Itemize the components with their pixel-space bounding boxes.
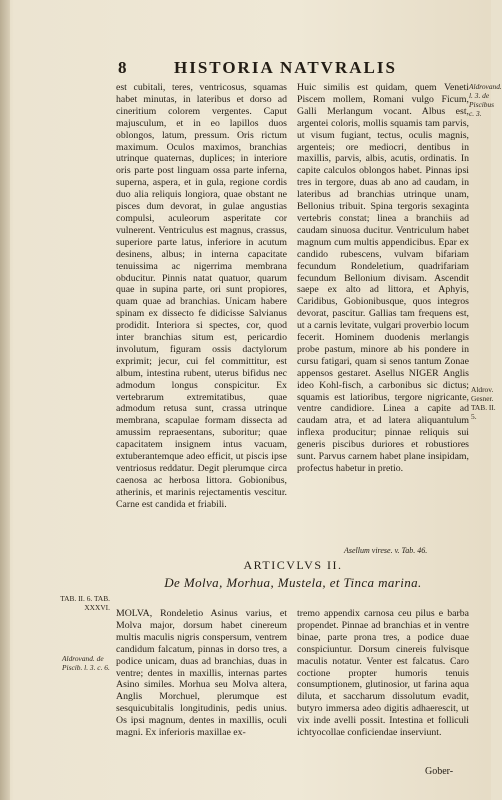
text-column-left-lower (116, 608, 287, 764)
margin-note-left-top: TAB. II. 6. TAB. XXXVI. (60, 594, 110, 612)
article-title: De Molva, Morhua, Mustela, et Tinca marina. (164, 575, 422, 590)
margin-note-right-mid: Aldrov. Gesner. TAB. II. 5. (471, 385, 496, 421)
text-column-left (116, 82, 287, 554)
margin-note-right-top: Aldrovand. l. 3. de Piscibus c. 3. (469, 82, 502, 118)
catchword: Gober- (425, 766, 454, 777)
margin-note-left-mid: Aldrovand. de Piscib. l. 3. c. 6. (62, 654, 110, 672)
page-header (112, 58, 492, 82)
paragraph: Huic similis est quidam, quem Veneti Piscem mollem, Romani vulgo Ficum, Galli Merlangum vocant. Albus est, argentei coloris, mollis squamis tam parvis, ut visum fugiant, tectus, oculis magnis, argenteis; ore mediocri, dentibus in maxillis, parvis, albis, acutis, ordinatis. In capite calculos oblongos habet. Pinnas ipsi tres in tergore, duas ab ano ad caudam, in lateribus ad branchias utrinque unam, Bellonius tribuit. Spina tergoris sexaginta vertebris constat; linea a branchiis ad caudam sinuosa ducitur. Ventriculum habet magnum cum multis appendicibus. Epar ex candido rubescens, vulvam bifariam fecundum Rondeletium, quadrifariam fecundum Bellonium divisam. Ascendit saepe ex alto ad littora, et Aphyis, Caridibus, Gobionibusque, quos integros devorat, pascitur. Gallias tam frequens est, ut a carnis levitate, vulgari proverbio locum fecerit. Hominem duodenis merlangis probe pastum, minore ab his pondere in cursu fatigari, quam si senos tantum Zonae appensos gestaret. Asellus NIGER Anglis ideo Kohl-fisch, a carbonibus sic dictus; squamis est latioribus, tergore nigricante, ventre candidiore. Linea a capite ad caudam atra, et ad latera aliquantulum inflexa producitur; pinnae reliquis sui generis piscibus duriores et robustiores sunt. Parvus carnem habet plane insipidam, profectus habetur in pretio. (297, 82, 469, 474)
paragraph: est cubitali, teres, ventricosus, squamas habet minutas, in lateribus et dorso ad cineritium colorem vergentes. Caput majusculum, et in eo lapillos duos oblongos, latum, pressum. Oris rictum maximum. Oculos maximos, branchias utrinque quaternas, duplices; in interiore oris parte post linguam ossa parte inferna, superna, aspera, et in gula, regione cordis duo alia reliquis longiora, quae obstant ne pisces dum devorat, in gulae angustias compulsi, aculeorum asperitate cor vulnerent. Ventriculus est magnus, crassus, superiore parte latus, inferiore in acutum desinens, albus; in interna capacitate tenuissima ac nigerrima membrana obducitur. Pinnis natat quatuor, quarum quae in supina parte, ori sunt propiores, quam quae ad branchias. Unicam habere spinam ex dissecto fe didicisse Salvianus prodidit. Interiora si spectes, cor, quod inter branchias situm est, pericardio involutum, figuram ossis dactylorum exprimit; jecur, cui fel committitur, est album, intestina rubent, uterus bifidus nec admodum longus conspicitur. Ex vertebrarum extremitatibus, quae admodum retusa sunt, crassa utrinque membrana, scapulae formam dissecta ad amussim repraesentans, suboritur; quae capacitatem insignem intus vacuam, extuberantemque adeo efficit, ut piscis ipse ventriosus reddatur. Degit plerumque circa caenosa ac herbosa littora. Gobionibus, atherinis, et marinis rejectamentis vescitur. Carne est candida et friabili. (116, 82, 287, 510)
text-column-right (297, 82, 469, 554)
article-subhead: ARTICVLVS II. (243, 558, 343, 572)
running-title: HISTORIA NATVRALIS (174, 58, 397, 77)
paragraph: MOLVA, Rondeletio Asinus varius, et Molva major, dorsum habet cinereum multis maculis nigris conspersum, ventrem candidum falcatum, pinnas in dorso tres, a podice unicam, duas ad branchias, duas in ventre; dentes in maxillis, internas partes Asino similes. Morhua seu Molva altera, Anglis Morchuel, plerumque est sesquicubitalis longitudinis, pedis unius. Os ipsi magnum, dentes in maxillis, oculi magni. Ex inferioris maxillae ex- (116, 608, 287, 739)
page-number: 8 (118, 58, 127, 77)
page-binding-edge (0, 0, 10, 800)
paragraph: tremo appendix carnosa ceu pilus e barba propendet. Pinnae ad branchias et in ventre binae, parte prona tres, a podice duae conspiciuntur. Dorsum cinereis fulvisque maculis notatur. Venter est falcatus. Caro coctione propter humoris tenuis consumptionem, glutinosior, ut farina aqua diluta, et saccharum dissolutum evadit, butyro immersa adeo digitis adhaerescit, ut vix inde avelli possit. Intestina et folliculi ichtyocollae conficiendae inserviunt. (297, 608, 469, 739)
text-column-right-lower (297, 608, 469, 764)
figure-reference: Asellum virese. v. Tab. 46. (344, 546, 428, 555)
